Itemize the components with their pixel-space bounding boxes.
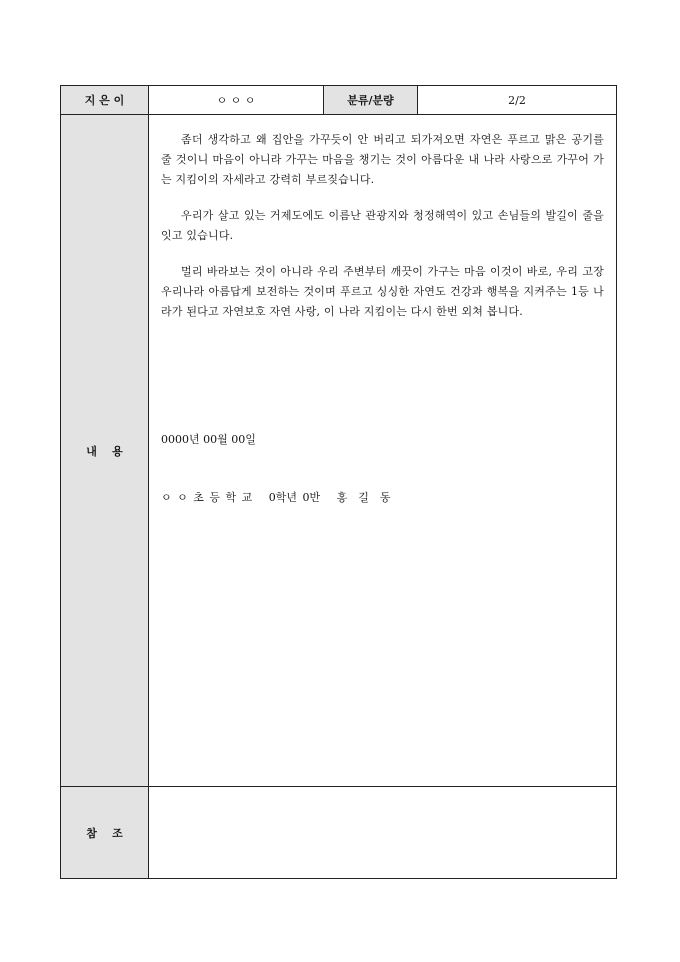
signature-line: ㅇ ㅇ 초 등 학 교 0학년 0반 홍 길 동 xyxy=(161,491,391,504)
reference-label: 참 조 xyxy=(61,787,149,879)
paragraph-1: 좀더 생각하고 왜 집안을 가꾸듯이 안 버리고 되가져오면 자연은 푸르고 맑은 공기를 줄 것이니 마음이 아니라 가꾸는 마음을 챙기는 것이 아름다운 내 나라 사랑으로 가꾸어 가는 지킴이의 자세라고 강력히 부르짖습니다. xyxy=(161,133,604,186)
paragraph-2: 우리가 살고 있는 거제도에도 이름난 관광지와 청정해역이 있고 손님들의 발길이 줄을 잇고 있습니다. xyxy=(161,209,604,242)
date-line: 0000년 00월 00일 xyxy=(161,433,256,446)
reference-value xyxy=(149,787,617,879)
author-value: ㅇ ㅇ ㅇ xyxy=(149,86,324,115)
reference-row xyxy=(61,787,617,879)
category-value: 2/2 xyxy=(418,86,617,115)
content-label: 내 용 xyxy=(61,115,149,787)
header-row xyxy=(61,86,617,115)
essay-form-table xyxy=(60,85,617,879)
category-label: 분류/분량 xyxy=(324,86,418,115)
author-label: 지 은 이 xyxy=(61,86,149,115)
content-body xyxy=(149,115,617,787)
content-row xyxy=(61,115,617,787)
paragraph-3: 멀리 바라보는 것이 아니라 우리 주변부터 깨끗이 가구는 마음 이것이 바로, 우리 고장 우리나라 아름답게 보전하는 것이며 푸르고 싱싱한 자연도 건강과 행복을 지켜주는 1등 나라가 된다고 자연보호 자연 사랑, 이 나라 지킴이는 다시 한번 외쳐 봅니다. xyxy=(161,265,604,318)
